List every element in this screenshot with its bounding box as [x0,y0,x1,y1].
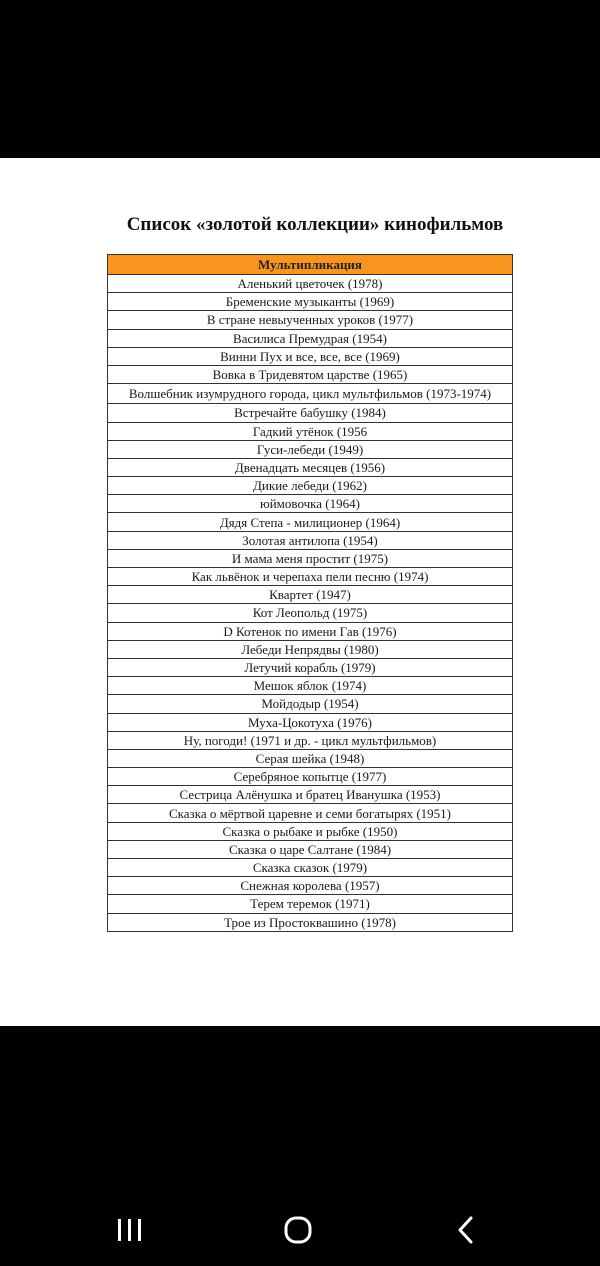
table-row [108,531,513,549]
table-row [108,677,513,695]
table-row [108,804,513,822]
table-row [108,568,513,586]
table-row [108,859,513,877]
table-row [108,713,513,731]
table-header-row [108,255,513,275]
back-button[interactable] [446,1210,486,1250]
film-title-cell: Ну, погоди! (1971 и др. - цикл мультфильмов) [108,731,513,749]
home-button[interactable] [278,1210,318,1250]
film-title-cell: Вовка в Тридевятом царстве (1965) [108,365,513,383]
table-row [108,347,513,365]
film-title-cell: Дядя Степа - милиционер (1964) [108,513,513,531]
film-title-cell: Мойдодыр (1954) [108,695,513,713]
table-row [108,311,513,329]
film-title-cell: Волшебник изумрудного города, цикл мультфильмов (1973-1974) [108,384,513,404]
table-row [108,440,513,458]
table-row [108,786,513,804]
film-title-cell: Трое из Простоквашино (1978) [108,913,513,931]
film-title-cell: В стране невыученных уроков (1977) [108,311,513,329]
table-row [108,768,513,786]
film-title-cell: И мама меня простит (1975) [108,549,513,567]
film-title-cell: Винни Пух и все, все, все (1969) [108,347,513,365]
table-row [108,749,513,767]
film-title-cell: Двенадцать месяцев (1956) [108,458,513,476]
film-title-cell: Гадкий утёнок (1956 [108,422,513,440]
film-title-cell: Терем теремок (1971) [108,895,513,913]
table-row [108,293,513,311]
table-row [108,731,513,749]
film-title-cell: Сказка о царе Салтане (1984) [108,840,513,858]
film-title-cell: Кот Леопольд (1975) [108,604,513,622]
film-title-cell: Как львёнок и черепаха пели песню (1974) [108,568,513,586]
film-title-cell: Серая шейка (1948) [108,749,513,767]
table-row [108,477,513,495]
table-row [108,695,513,713]
film-title-cell: Лебеди Непрядвы (1980) [108,640,513,658]
film-table [107,254,513,932]
film-title-cell: D Котенок по имени Гав (1976) [108,622,513,640]
back-icon [454,1214,478,1246]
table-row [108,513,513,531]
table-header: Мультипликация [108,255,513,275]
film-title-cell: Сказка о рыбаке и рыбке (1950) [108,822,513,840]
table-row [108,365,513,383]
film-title-cell: Сказка сказок (1979) [108,859,513,877]
table-row [108,822,513,840]
film-title-cell: Летучий корабль (1979) [108,658,513,676]
film-title-cell: Сказка о мёртвой царевне и семи богатырях (1951) [108,804,513,822]
table-row [108,384,513,404]
film-title-cell: Серебряное копытце (1977) [108,768,513,786]
film-title-cell: Мешок яблок (1974) [108,677,513,695]
table-row [108,877,513,895]
film-title-cell: Встречайте бабушку (1984) [108,404,513,422]
film-title-cell: Василиса Премудрая (1954) [108,329,513,347]
film-title-cell: юймовочка (1964) [108,495,513,513]
table-row [108,404,513,422]
recents-icon [115,1217,145,1243]
recents-button[interactable] [110,1210,150,1250]
table-row [108,458,513,476]
table-row [108,622,513,640]
top-black-area [0,0,600,158]
film-title-cell: Сестрица Алёнушка и братец Иванушка (1953) [108,786,513,804]
home-icon [282,1214,314,1246]
table-row [108,586,513,604]
film-title-cell: Гуси-лебеди (1949) [108,440,513,458]
table-row [108,658,513,676]
navigation-bar [0,1026,600,1266]
table-row [108,640,513,658]
film-title-cell: Дикие лебеди (1962) [108,477,513,495]
table-row [108,913,513,931]
table-row [108,604,513,622]
table-row [108,495,513,513]
film-title-cell: Квартет (1947) [108,586,513,604]
table-row [108,895,513,913]
film-title-cell: Аленький цветочек (1978) [108,275,513,293]
table-row [108,549,513,567]
document-image [0,158,600,1026]
table-row [108,275,513,293]
film-title-cell: Бременские музыканты (1969) [108,293,513,311]
table-row [108,329,513,347]
film-title-cell: Золотая антилопа (1954) [108,531,513,549]
film-title-cell: Муха-Цокотуха (1976) [108,713,513,731]
film-title-cell: Снежная королева (1957) [108,877,513,895]
table-row [108,840,513,858]
table-row [108,422,513,440]
document-title: Список «золотой коллекции» кинофильмов [126,214,504,235]
